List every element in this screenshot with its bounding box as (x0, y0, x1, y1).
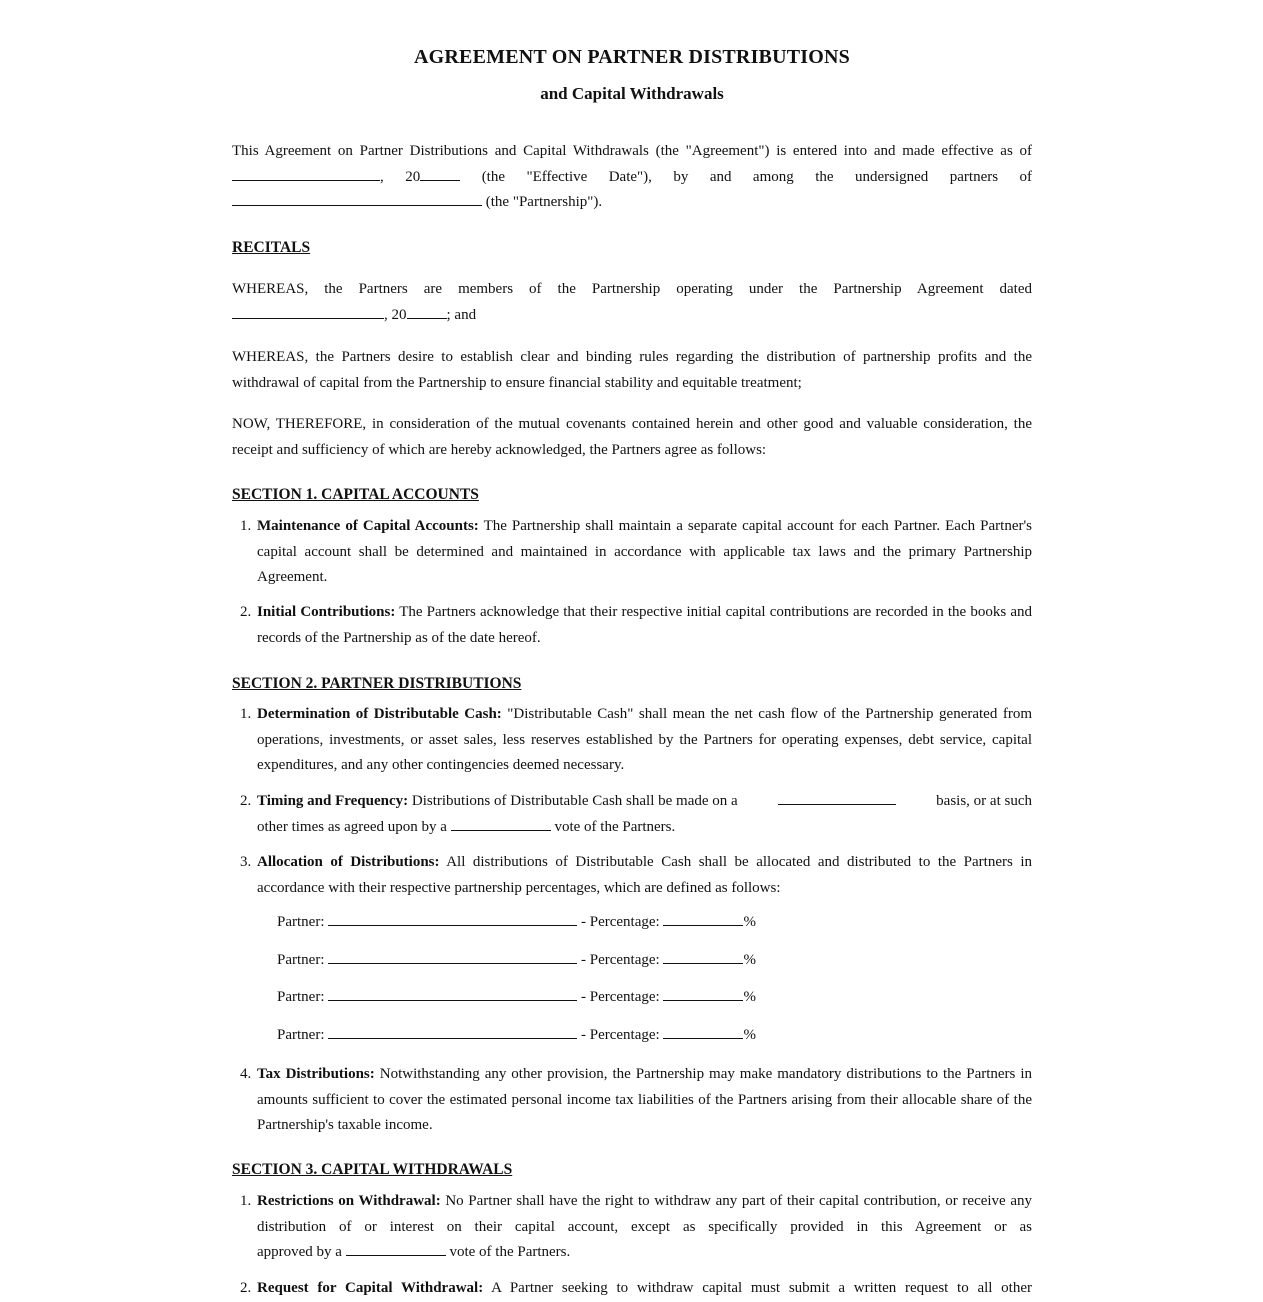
date-blank (232, 166, 380, 181)
document-title: AGREEMENT ON PARTNER DISTRIBUTIONS (414, 46, 850, 68)
item-2-line-1-left (257, 789, 738, 815)
whereas-1-comma-20: , 20 (384, 306, 407, 323)
partner-row (277, 911, 756, 933)
intro-comma-20: , 20 (380, 168, 421, 185)
percent-sign: % (743, 1027, 756, 1043)
intro-line-2 (232, 165, 1032, 191)
whereas-1-line-2 (232, 303, 1032, 329)
item-body: Notwithstanding any other provision, the Partnership may make mandatory distributions to the Partners in amounts sufficient to cover the estimated personal income tax liabilities of the Partners arising from their allocable share of the Partnership's taxable income. (257, 1066, 1033, 1133)
intro-line-3 (232, 190, 1032, 216)
partner-row (277, 1024, 756, 1046)
vote-blank (451, 816, 551, 831)
item-label: Restrictions on Withdrawal: (257, 1193, 441, 1209)
partner-row (277, 986, 756, 1008)
item-number: 2. (240, 1280, 252, 1296)
approval-vote-blank (346, 1241, 446, 1256)
item-label: Request for Capital Withdrawal: (257, 1280, 484, 1296)
frequency-blank (778, 790, 896, 805)
item-body-b: basis, or at such (936, 793, 1032, 809)
item-label: Timing and Frequency: (257, 793, 409, 809)
agreement-year-blank (407, 304, 447, 319)
intro-partnership: (the "Partnership"). (485, 194, 603, 210)
percentage-label: - Percentage: (580, 1027, 660, 1043)
now-therefore: NOW, THEREFORE, in consideration of the mutual covenants contained herein and other good and valuable consideration, the receipt and sufficiency of which are hereby acknowledged, the Partners agree as follows: (232, 416, 1032, 458)
intro-paragraph (232, 139, 1032, 216)
item-2-line-2 (257, 815, 1032, 841)
recitals-heading: RECITALS (232, 239, 311, 256)
intro-effective-date: (the "Effective Date"), by and among the undersigned partners of (481, 168, 1033, 185)
partner-label: Partner: (277, 952, 325, 968)
item-text (257, 1062, 1032, 1139)
item-body: The Partners acknowledge that their respective initial capital contributions are recorded in the books and records of the Partnership as of the date hereof. (257, 604, 1032, 646)
year-blank (420, 166, 460, 181)
partner-label: Partner: (277, 989, 325, 1005)
percentage-label: - Percentage: (580, 952, 660, 968)
percentage-blank (663, 911, 743, 926)
partner-name-blank (328, 911, 577, 926)
partner-label: Partner: (277, 1027, 325, 1043)
intro-line-1: This Agreement on Partner Distributions and Capital Withdrawals (the "Agreement") is entered into and made effective as of (232, 143, 1032, 159)
item-text (257, 600, 1032, 651)
item-3-1-para (257, 1189, 1032, 1240)
item-label: Maintenance of Capital Accounts: (257, 518, 479, 534)
whereas-1 (232, 277, 1032, 328)
item-body-b: approved by a (257, 1244, 342, 1260)
item-label: Tax Distributions: (257, 1066, 375, 1082)
percentage-blank (663, 986, 743, 1001)
agreement-date-blank (232, 304, 384, 319)
item-number: 3. (240, 854, 252, 870)
percentage-label: - Percentage: (580, 914, 660, 930)
item-label: Allocation of Distributions: (257, 854, 440, 870)
item-number: 1. (240, 518, 252, 534)
item-body-a: Distributions of Distributable Cash shall be made on a (408, 793, 738, 809)
percent-sign: % (743, 989, 756, 1005)
section-3-heading: SECTION 3. CAPITAL WITHDRAWALS (232, 1161, 513, 1178)
item-body-d: vote of the Partners. (554, 818, 676, 835)
item-text (257, 1276, 1032, 1302)
item-2-line-1 (257, 789, 1032, 815)
partner-row (277, 949, 756, 971)
item-label: Initial Contributions: (257, 604, 396, 620)
item-label: Determination of Distributable Cash: (257, 706, 502, 722)
item-3-1-last-line (257, 1240, 1032, 1266)
partner-name-blank (328, 1024, 577, 1039)
document-subtitle: and Capital Withdrawals (540, 84, 724, 103)
item-text (257, 850, 1032, 901)
item-text (257, 1189, 1032, 1266)
partner-label: Partner: (277, 914, 325, 930)
item-body: All distributions of Distributable Cash shall be allocated and distributed to the Partners in accordance with their respective partnership percentages, which are defined as follows: (257, 854, 1032, 896)
whereas-1-line-1: WHEREAS, the Partners are members of the Partnership operating under the Partnership Agreement dated (232, 281, 1032, 297)
percentage-label: - Percentage: (580, 989, 660, 1005)
item-text (257, 514, 1032, 591)
item-body-c: other times as agreed upon by a (257, 818, 447, 835)
item-body: No Partner shall have the right to withdraw any part of their capital contribution, or receive any distribution of or interest on their capital account, except as specifically provided in this Agreement or as (257, 1193, 1032, 1235)
partner-name-blank (328, 986, 577, 1001)
whereas-1-end: ; and (446, 306, 477, 323)
item-body: A Partner seeking to withdraw capital must submit a written request to all other (483, 1280, 1032, 1296)
item-number: 1. (240, 1193, 252, 1209)
percent-sign: % (743, 952, 756, 968)
item-body: The Partnership shall maintain a separate capital account for each Partner. Each Partner's capital account shall be determined and maintained in accordance with applicable tax laws and the primary Partnership Agreement. (257, 518, 1033, 585)
item-number: 1. (240, 706, 252, 722)
section-1-heading: SECTION 1. CAPITAL ACCOUNTS (232, 486, 479, 503)
whereas-2: WHEREAS, the Partners desire to establish clear and binding rules regarding the distribution of partnership profits and the withdrawal of capital from the Partnership to ensure financial stability and equitable treatment; (232, 349, 1032, 391)
partner-name-blank (328, 949, 577, 964)
percent-sign: % (743, 914, 756, 930)
item-body-c: vote of the Partners. (449, 1244, 571, 1260)
percentage-blank (663, 1024, 743, 1039)
item-number: 2. (240, 793, 252, 809)
item-text (257, 702, 1032, 779)
section-2-heading: SECTION 2. PARTNER DISTRIBUTIONS (232, 675, 522, 692)
percentage-blank (663, 949, 743, 964)
partnership-name-blank (232, 191, 482, 206)
item-body: "Distributable Cash" shall mean the net cash flow of the Partnership generated from operations, investments, or asset sales, less reserves established by the Partners for operating expenses, debt service, capital expenditures, and any other contingencies deemed necessary. (257, 706, 1032, 773)
item-number: 4. (240, 1066, 252, 1082)
item-number: 2. (240, 604, 252, 620)
item-text (257, 789, 1032, 840)
